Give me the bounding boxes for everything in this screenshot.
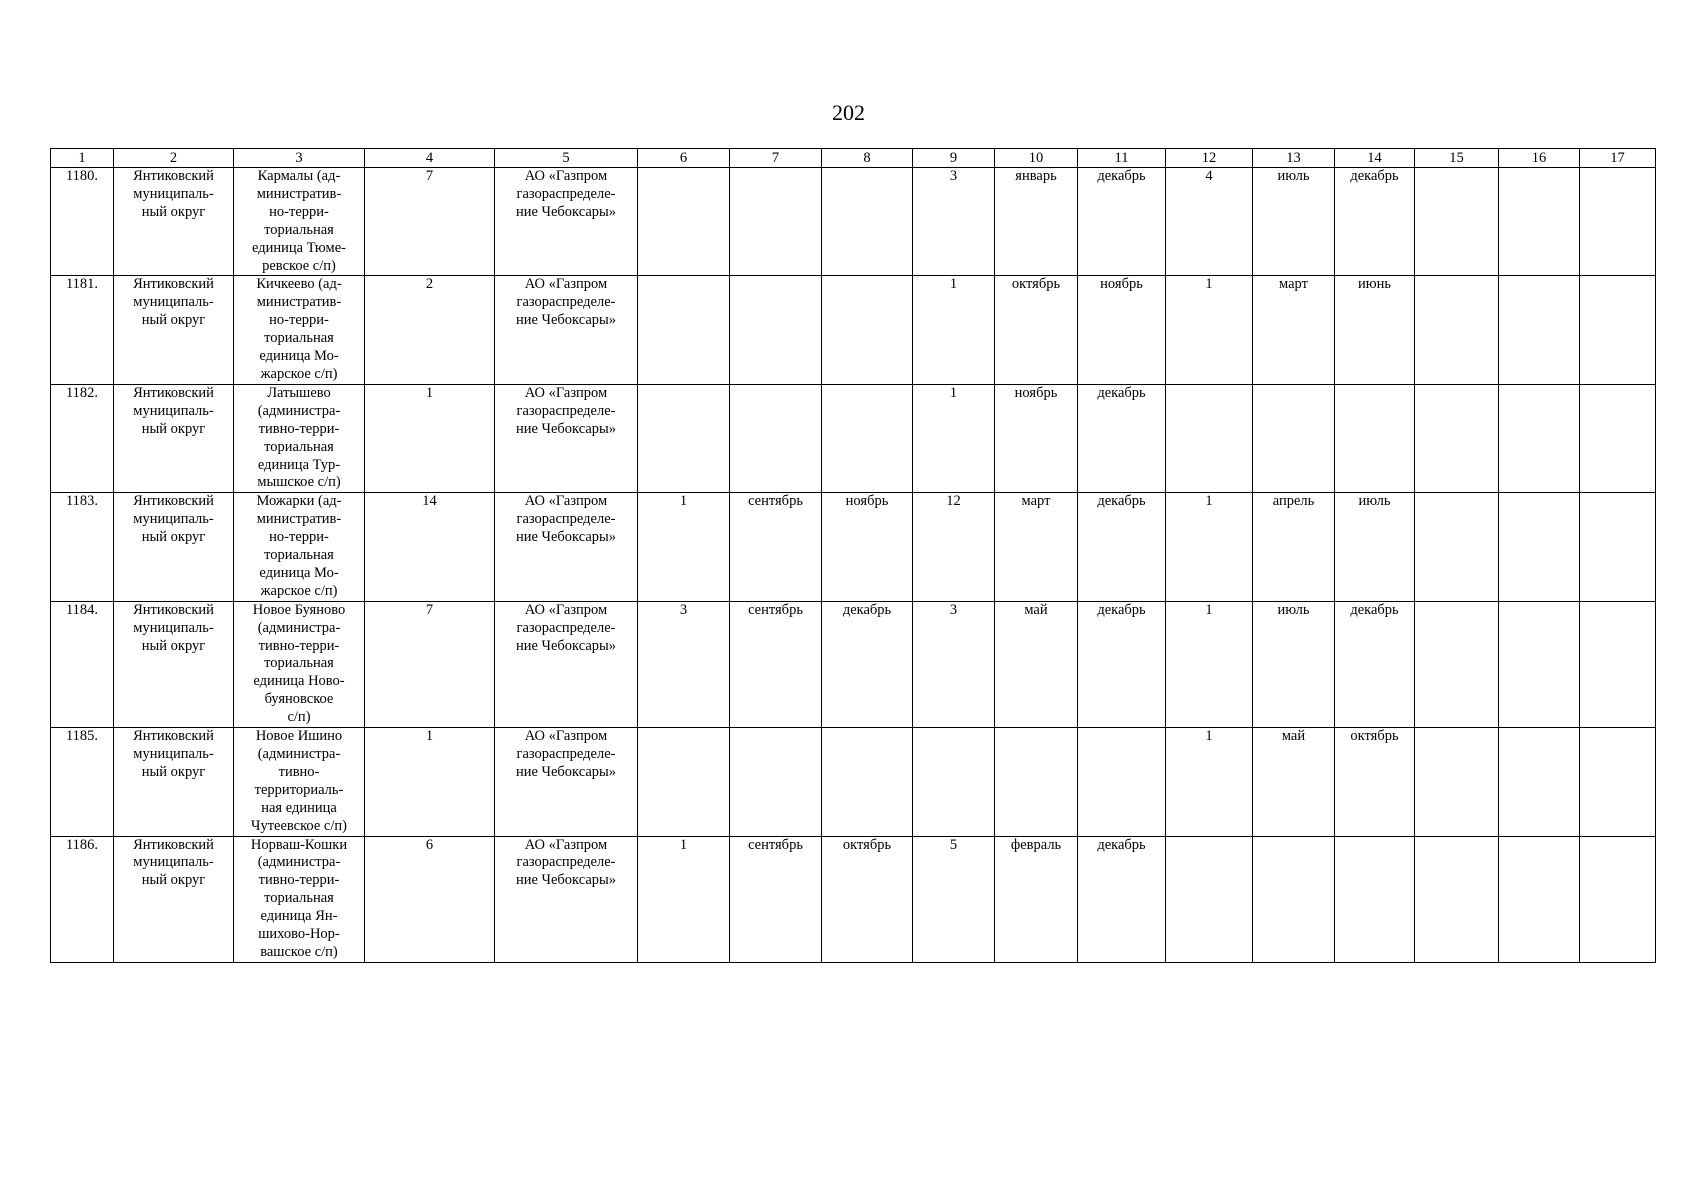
cell-col-7 xyxy=(730,384,822,492)
cell-col-8: ноябрь xyxy=(822,493,913,601)
cell-line: единица Мо- xyxy=(259,348,339,365)
cell-col-4: 7 xyxy=(365,601,495,727)
column-header-11: 11 xyxy=(1078,149,1166,168)
cell-col-11: декабрь xyxy=(1078,384,1166,492)
cell-col-14: июль xyxy=(1335,493,1415,601)
cell-line: Янтиковский xyxy=(133,728,214,745)
cell-col-9: 3 xyxy=(913,168,995,276)
cell-col-15 xyxy=(1415,493,1499,601)
page-number: 202 xyxy=(832,100,865,125)
cell-line: газораспределе- xyxy=(516,511,616,528)
cell-col-1: 1183. xyxy=(51,493,114,601)
cell-col-11 xyxy=(1078,728,1166,836)
cell-col-17 xyxy=(1580,276,1656,384)
cell-line: территориаль- xyxy=(254,781,344,798)
column-header-16: 16 xyxy=(1499,149,1580,168)
cell-line: Норваш-Кошки xyxy=(250,836,348,853)
cell-col-9: 1 xyxy=(913,276,995,384)
cell-line: ный округ xyxy=(141,637,206,654)
cell-col-5 xyxy=(495,168,638,276)
cell-line: муниципаль- xyxy=(133,746,214,762)
cell-col-2 xyxy=(114,384,234,492)
cell-col-3 xyxy=(234,168,365,276)
cell-line: газораспределе- xyxy=(516,294,616,311)
cell-line: АО «Газпром xyxy=(524,276,608,293)
cell-col-10: ноябрь xyxy=(995,384,1078,492)
cell-line: ный округ xyxy=(141,529,206,546)
cell-col-14 xyxy=(1335,836,1415,962)
cell-col-4: 7 xyxy=(365,168,495,276)
cell-col-13: март xyxy=(1253,276,1335,384)
cell-col-13 xyxy=(1253,384,1335,492)
cell-col-14: июнь xyxy=(1335,276,1415,384)
cell-col-16 xyxy=(1499,728,1580,836)
cell-col-17 xyxy=(1580,384,1656,492)
cell-col-8: октябрь xyxy=(822,836,913,962)
cell-line: муниципаль- xyxy=(133,402,214,419)
cell-col-10: январь xyxy=(995,168,1078,276)
cell-line: газораспределе- xyxy=(516,854,616,871)
cell-col-9: 1 xyxy=(913,384,995,492)
cell-line: муниципаль- xyxy=(133,294,214,311)
cell-line: АО «Газпром xyxy=(524,168,608,184)
column-header-4: 4 xyxy=(365,149,495,168)
cell-line: мышское с/п) xyxy=(257,474,341,491)
cell-line: тивно-терри- xyxy=(258,420,340,437)
cell-col-8: декабрь xyxy=(822,601,913,727)
cell-line: министратив- xyxy=(256,511,342,528)
cell-col-17 xyxy=(1580,728,1656,836)
cell-col-2 xyxy=(114,168,234,276)
cell-col-16 xyxy=(1499,276,1580,384)
cell-col-14 xyxy=(1335,384,1415,492)
cell-line: Янтиковский xyxy=(133,601,214,618)
cell-line: (администра- xyxy=(257,619,341,636)
cell-line: Новое Ишино xyxy=(255,728,343,745)
cell-line: министратив- xyxy=(256,294,342,311)
cell-line: ный округ xyxy=(141,203,206,220)
cell-col-7 xyxy=(730,276,822,384)
cell-line: вашское с/п) xyxy=(260,943,338,960)
cell-col-14: октябрь xyxy=(1335,728,1415,836)
cell-col-3 xyxy=(234,384,365,492)
cell-col-1: 1181. xyxy=(51,276,114,384)
table-row xyxy=(51,276,1656,384)
cell-line: муниципаль- xyxy=(133,619,214,636)
cell-col-4: 6 xyxy=(365,836,495,962)
cell-line: газораспределе- xyxy=(516,185,616,202)
cell-col-11: декабрь xyxy=(1078,168,1166,276)
cell-col-4: 2 xyxy=(365,276,495,384)
cell-col-13 xyxy=(1253,836,1335,962)
cell-line: ние Чебоксары» xyxy=(515,529,617,546)
cell-line: Латышево xyxy=(267,384,331,401)
cell-col-4: 1 xyxy=(365,728,495,836)
cell-col-6 xyxy=(638,168,730,276)
cell-col-7: сентябрь xyxy=(730,836,822,962)
cell-col-15 xyxy=(1415,168,1499,276)
cell-line: АО «Газпром xyxy=(524,384,608,401)
cell-col-6 xyxy=(638,276,730,384)
cell-col-9: 5 xyxy=(913,836,995,962)
cell-line: ториальная xyxy=(264,330,334,347)
cell-line: Можарки (ад- xyxy=(256,493,342,510)
cell-col-2 xyxy=(114,836,234,962)
cell-line: ториальная xyxy=(264,438,334,455)
cell-col-14: декабрь xyxy=(1335,168,1415,276)
cell-col-12 xyxy=(1166,836,1253,962)
table-row xyxy=(51,601,1656,727)
table-row xyxy=(51,384,1656,492)
cell-col-4: 1 xyxy=(365,384,495,492)
cell-line: Янтиковский xyxy=(133,384,214,401)
cell-line: тивно- xyxy=(278,763,320,780)
cell-col-2 xyxy=(114,728,234,836)
cell-col-16 xyxy=(1499,168,1580,276)
column-header-2: 2 xyxy=(114,149,234,168)
cell-col-17 xyxy=(1580,601,1656,727)
cell-col-16 xyxy=(1499,601,1580,727)
column-header-17: 17 xyxy=(1580,149,1656,168)
data-table xyxy=(50,148,1656,963)
cell-col-15 xyxy=(1415,601,1499,727)
cell-col-10: октябрь xyxy=(995,276,1078,384)
cell-line: жарское с/п) xyxy=(260,365,338,382)
cell-col-7: сентябрь xyxy=(730,493,822,601)
cell-line: ние Чебоксары» xyxy=(515,763,617,780)
cell-col-1: 1186. xyxy=(51,836,114,962)
cell-line: АО «Газпром xyxy=(524,728,608,745)
cell-col-14: декабрь xyxy=(1335,601,1415,727)
cell-col-10: май xyxy=(995,601,1078,727)
cell-line: ревское с/п) xyxy=(262,257,336,274)
cell-col-5 xyxy=(495,384,638,492)
cell-line: АО «Газпром xyxy=(524,601,608,618)
cell-col-5 xyxy=(495,601,638,727)
cell-col-3 xyxy=(234,276,365,384)
cell-line: газораспределе- xyxy=(516,746,616,762)
cell-col-10: март xyxy=(995,493,1078,601)
cell-line: министратив- xyxy=(256,185,342,202)
cell-line: муниципаль- xyxy=(133,854,214,871)
cell-col-11: декабрь xyxy=(1078,836,1166,962)
cell-col-13: июль xyxy=(1253,168,1335,276)
cell-line: единица Ново- xyxy=(253,673,345,690)
cell-line: ториальная xyxy=(264,890,334,907)
cell-line: ние Чебоксары» xyxy=(515,872,617,889)
cell-col-5 xyxy=(495,276,638,384)
cell-line: Янтиковский xyxy=(133,168,214,184)
cell-line: муниципаль- xyxy=(133,185,214,202)
cell-line: единица Тур- xyxy=(257,456,341,473)
cell-col-6: 3 xyxy=(638,601,730,727)
cell-line: ние Чебоксары» xyxy=(515,312,617,329)
cell-col-17 xyxy=(1580,493,1656,601)
column-header-7: 7 xyxy=(730,149,822,168)
cell-line: с/п) xyxy=(287,709,311,726)
cell-col-2 xyxy=(114,493,234,601)
cell-line: (администра- xyxy=(257,402,341,419)
cell-line: муниципаль- xyxy=(133,511,214,528)
cell-col-1: 1182. xyxy=(51,384,114,492)
cell-line: Чутеевское с/п) xyxy=(251,817,347,834)
cell-col-12: 1 xyxy=(1166,493,1253,601)
table-row xyxy=(51,836,1656,962)
cell-col-6 xyxy=(638,728,730,836)
cell-col-15 xyxy=(1415,836,1499,962)
cell-col-12: 1 xyxy=(1166,276,1253,384)
cell-col-12: 4 xyxy=(1166,168,1253,276)
cell-col-1: 1180. xyxy=(51,168,114,276)
cell-line: (администра- xyxy=(257,746,341,762)
cell-line: ние Чебоксары» xyxy=(515,203,617,220)
cell-line: Янтиковский xyxy=(133,276,214,293)
cell-line: ная единица xyxy=(261,799,337,816)
cell-col-16 xyxy=(1499,384,1580,492)
cell-line: но-терри- xyxy=(269,203,329,220)
cell-col-8 xyxy=(822,384,913,492)
column-header-8: 8 xyxy=(822,149,913,168)
table-row xyxy=(51,728,1656,836)
cell-col-5 xyxy=(495,493,638,601)
cell-col-7 xyxy=(730,728,822,836)
cell-col-8 xyxy=(822,168,913,276)
cell-col-11: декабрь xyxy=(1078,493,1166,601)
cell-col-1: 1185. xyxy=(51,728,114,836)
cell-line: ториальная xyxy=(264,655,334,672)
cell-line: ный округ xyxy=(141,872,206,889)
cell-line: ториальная xyxy=(264,547,334,564)
column-header-6: 6 xyxy=(638,149,730,168)
cell-line: газораспределе- xyxy=(516,402,616,419)
cell-line: (администра- xyxy=(257,854,341,871)
cell-col-6: 1 xyxy=(638,836,730,962)
cell-col-15 xyxy=(1415,384,1499,492)
cell-line: газораспределе- xyxy=(516,619,616,636)
table-body xyxy=(51,168,1656,963)
cell-col-8 xyxy=(822,728,913,836)
cell-col-3 xyxy=(234,836,365,962)
cell-col-9: 12 xyxy=(913,493,995,601)
cell-line: Кармалы (ад- xyxy=(257,168,341,184)
cell-line: тивно-терри- xyxy=(258,637,340,654)
column-header-3: 3 xyxy=(234,149,365,168)
cell-col-3 xyxy=(234,601,365,727)
cell-col-13: июль xyxy=(1253,601,1335,727)
cell-col-6: 1 xyxy=(638,493,730,601)
cell-line: единица Мо- xyxy=(259,564,339,581)
cell-col-2 xyxy=(114,276,234,384)
cell-line: единица Ян- xyxy=(260,908,338,925)
column-header-1: 1 xyxy=(51,149,114,168)
cell-line: шихово-Нор- xyxy=(258,926,340,943)
cell-col-3 xyxy=(234,728,365,836)
cell-col-1: 1184. xyxy=(51,601,114,727)
cell-col-5 xyxy=(495,728,638,836)
cell-line: ный округ xyxy=(141,420,206,437)
cell-line: ный округ xyxy=(141,312,206,329)
cell-col-11: ноябрь xyxy=(1078,276,1166,384)
cell-col-5 xyxy=(495,836,638,962)
cell-col-12: 1 xyxy=(1166,601,1253,727)
cell-line: ториальная xyxy=(264,221,334,238)
cell-col-4: 14 xyxy=(365,493,495,601)
cell-line: АО «Газпром xyxy=(524,836,608,853)
cell-col-11: декабрь xyxy=(1078,601,1166,727)
cell-line: но-терри- xyxy=(269,312,329,329)
cell-col-15 xyxy=(1415,276,1499,384)
cell-col-12: 1 xyxy=(1166,728,1253,836)
header-row xyxy=(51,149,1656,168)
cell-line: АО «Газпром xyxy=(524,493,608,510)
cell-col-9: 3 xyxy=(913,601,995,727)
table-row xyxy=(51,493,1656,601)
cell-col-12 xyxy=(1166,384,1253,492)
cell-col-10: февраль xyxy=(995,836,1078,962)
cell-col-9 xyxy=(913,728,995,836)
table-row xyxy=(51,168,1656,276)
cell-line: ный округ xyxy=(141,763,206,780)
column-header-12: 12 xyxy=(1166,149,1253,168)
cell-col-15 xyxy=(1415,728,1499,836)
cell-line: тивно-терри- xyxy=(258,872,340,889)
column-header-5: 5 xyxy=(495,149,638,168)
cell-col-3 xyxy=(234,493,365,601)
column-header-14: 14 xyxy=(1335,149,1415,168)
cell-col-17 xyxy=(1580,168,1656,276)
column-header-15: 15 xyxy=(1415,149,1499,168)
cell-col-10 xyxy=(995,728,1078,836)
cell-line: но-терри- xyxy=(269,529,329,546)
column-header-9: 9 xyxy=(913,149,995,168)
column-header-10: 10 xyxy=(995,149,1078,168)
cell-line: Янтиковский xyxy=(133,836,214,853)
column-header-13: 13 xyxy=(1253,149,1335,168)
cell-col-16 xyxy=(1499,493,1580,601)
cell-line: ние Чебоксары» xyxy=(515,637,617,654)
cell-col-13: май xyxy=(1253,728,1335,836)
cell-line: Кичкеево (ад- xyxy=(256,276,342,293)
cell-col-8 xyxy=(822,276,913,384)
cell-line: Новое Буяново xyxy=(252,601,346,618)
cell-col-6 xyxy=(638,384,730,492)
cell-col-16 xyxy=(1499,836,1580,962)
cell-col-7: сентябрь xyxy=(730,601,822,727)
cell-line: ние Чебоксары» xyxy=(515,420,617,437)
cell-line: жарское с/п) xyxy=(260,582,338,599)
cell-col-2 xyxy=(114,601,234,727)
cell-col-17 xyxy=(1580,836,1656,962)
cell-col-13: апрель xyxy=(1253,493,1335,601)
cell-line: единица Тюме- xyxy=(252,239,346,256)
cell-line: буяновское xyxy=(264,691,334,708)
cell-col-7 xyxy=(730,168,822,276)
cell-line: Янтиковский xyxy=(133,493,214,510)
